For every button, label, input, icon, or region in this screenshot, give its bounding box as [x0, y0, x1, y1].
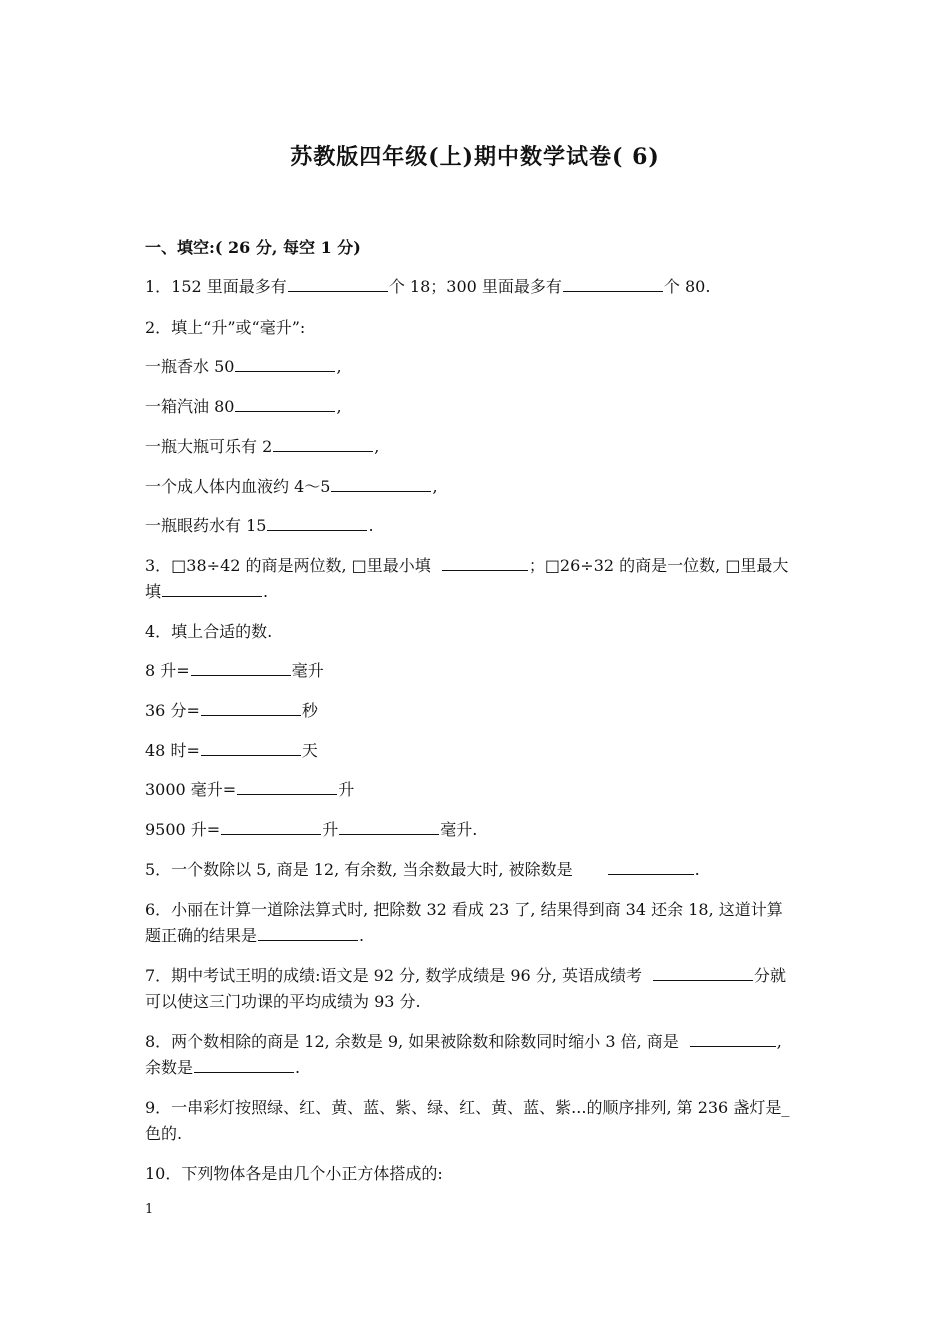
question-4-item: 9500 升= 升 毫升.: [145, 820, 478, 839]
question-3: 3．□38÷42 的商是两位数, □里最小填 ；□26÷32 的商是一位数, □里最大: [145, 556, 789, 575]
answer-blank[interactable]: [273, 435, 373, 452]
question-2-item: 一瓶香水 50 ,: [145, 357, 342, 376]
question-2-item: 一瓶大瓶可乐有 2 ,: [145, 437, 380, 456]
answer-blank[interactable]: [237, 778, 337, 795]
question-5: 5．一个数除以 5, 商是 12, 有余数, 当余数最大时, 被除数是 .: [145, 860, 700, 879]
answer-blank[interactable]: [690, 1030, 776, 1047]
question-4-item: 36 分= 秒: [145, 701, 318, 720]
question-9-cont: 色的.: [145, 1124, 183, 1143]
question-2-stem: 2．填上“升”或“毫升”:: [145, 318, 306, 337]
answer-blank[interactable]: [288, 275, 388, 292]
question-4-item: 8 升= 毫升: [145, 661, 324, 680]
question-9: 9．一串彩灯按照绿、红、黄、蓝、紫、绿、红、黄、蓝、紫...的顺序排列, 第 236 盏灯是_: [145, 1098, 790, 1117]
answer-blank[interactable]: [201, 699, 301, 716]
answer-blank[interactable]: [235, 395, 335, 412]
question-6-cont: 题正确的结果是 .: [145, 926, 365, 945]
answer-blank[interactable]: [608, 858, 694, 875]
answer-blank[interactable]: [442, 554, 528, 571]
answer-blank[interactable]: [267, 514, 367, 531]
question-6: 6．小丽在计算一道除法算式时, 把除数 32 看成 23 了, 结果得到商 34 还余 18, 这道计算: [145, 900, 783, 919]
question-4-item: 3000 毫升= 升: [145, 780, 355, 799]
answer-blank[interactable]: [201, 739, 301, 756]
answer-blank[interactable]: [339, 818, 439, 835]
question-10: 10．下列物体各是由几个小正方体搭成的:: [145, 1164, 443, 1183]
answer-blank[interactable]: [331, 475, 431, 492]
answer-blank[interactable]: [258, 924, 358, 941]
question-2-item: 一瓶眼药水有 15 .: [145, 516, 374, 535]
page-title: 苏教版四年级(上)期中数学试卷( 6): [290, 144, 660, 170]
question-1: 1．152 里面最多有 个 18；300 里面最多有 个 80.: [145, 277, 711, 296]
question-4-stem: 4．填上合适的数.: [145, 622, 273, 641]
answer-blank[interactable]: [162, 580, 262, 597]
question-2-item: 一箱汽油 80 ,: [145, 397, 342, 416]
answer-blank[interactable]: [221, 818, 321, 835]
question-7-cont: 可以使这三门功课的平均成绩为 93 分.: [145, 992, 421, 1011]
section-heading: 一、填空:( 26 分, 每空 1 分): [145, 238, 361, 257]
question-8-cont: 余数是 .: [145, 1058, 301, 1077]
answer-blank[interactable]: [194, 1056, 294, 1073]
answer-blank[interactable]: [653, 964, 753, 981]
question-2-item: 一个成人体内血液约 4～5 ,: [145, 477, 438, 496]
answer-blank[interactable]: [563, 275, 663, 292]
question-4-item: 48 时= 天: [145, 741, 318, 760]
page-number: 1: [145, 1202, 154, 1217]
answer-blank[interactable]: [191, 659, 291, 676]
question-3-cont: 填 .: [145, 582, 269, 601]
question-7: 7．期中考试王明的成绩:语文是 92 分, 数学成绩是 96 分, 英语成绩考 分就: [145, 966, 786, 985]
answer-blank[interactable]: [235, 355, 335, 372]
question-8: 8．两个数相除的商是 12, 余数是 9, 如果被除数和除数同时缩小 3 倍, 商是 ,: [145, 1032, 782, 1051]
